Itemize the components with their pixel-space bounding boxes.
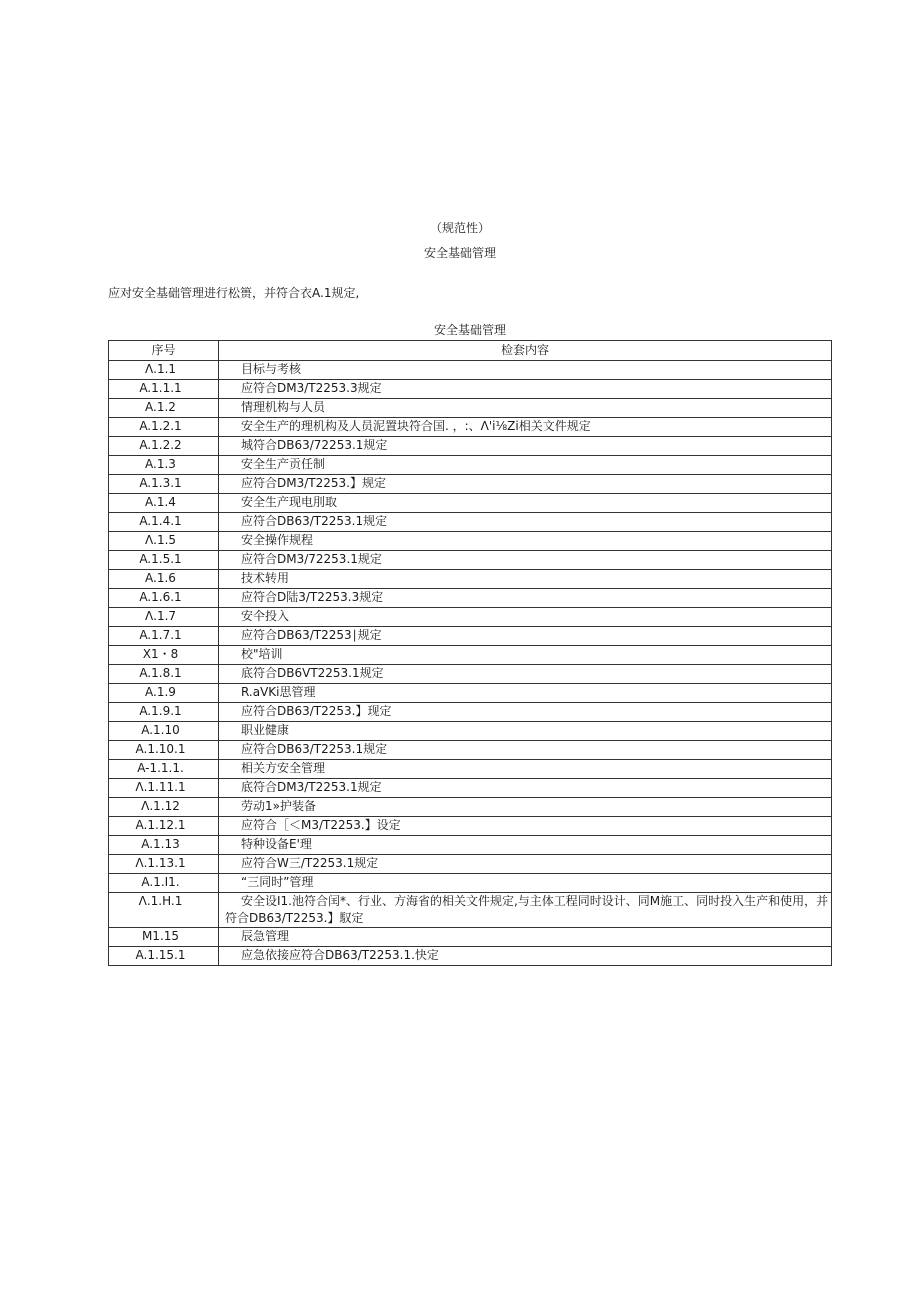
row-content: 应符合DM3/T2253.】规定 (219, 475, 832, 494)
row-content: 情理机构与人员 (219, 399, 832, 418)
table-row (109, 437, 832, 456)
row-number: A.1.3 (109, 456, 219, 475)
row-number: A.1.8.1 (109, 665, 219, 684)
row-number: A.1.7.1 (109, 627, 219, 646)
table-row (109, 646, 832, 665)
table-row (109, 684, 832, 703)
row-number: Λ.1.1 (109, 361, 219, 380)
table-row (109, 947, 832, 966)
row-number: A-1.1.1. (109, 760, 219, 779)
row-number: A.1.10.1 (109, 741, 219, 760)
table-row (109, 475, 832, 494)
row-content: 安全生产贡任制 (219, 456, 832, 475)
table-row (109, 380, 832, 399)
column-header-number: 序号 (109, 341, 219, 361)
table-row (109, 494, 832, 513)
row-content: 应符合DM3/72253.1规定 (219, 551, 832, 570)
row-number: A.1.12.1 (109, 817, 219, 836)
row-number: A.1.3.1 (109, 475, 219, 494)
table-row (109, 855, 832, 874)
section-title: 安全基础管理 (423, 246, 496, 260)
row-content: 应符合DB63/T2253.1规定 (219, 741, 832, 760)
row-number: Λ.1.5 (109, 532, 219, 551)
row-content: 应符合［＜M3∕T2253.】设定 (219, 817, 832, 836)
row-number: A.1.6 (109, 570, 219, 589)
row-number: Λ.1.13.1 (109, 855, 219, 874)
table-row (109, 836, 832, 855)
row-content: 安全生产现电刖取 (219, 494, 832, 513)
row-content: 应符合DB63/T2253.1规定 (219, 513, 832, 532)
table-row (109, 779, 832, 798)
row-number: A.1.5.1 (109, 551, 219, 570)
table-header-row (109, 341, 832, 361)
row-content: 安全设I1.池符合闰*、行业、方海省的相关文件规定,与主体工程同时设计、同M施工、同时投入生产和使用，并符合DB63/T2253.】馭定 (219, 893, 832, 928)
row-content: 辰急管理 (219, 928, 832, 947)
row-content: 应符合DB63/T2253∣规定 (219, 627, 832, 646)
row-content: 校"培训 (219, 646, 832, 665)
row-content: 应符合W三/T2253.1规定 (219, 855, 832, 874)
row-content: 城符合DB63/72253.1规定 (219, 437, 832, 456)
table-row (109, 703, 832, 722)
table-row (109, 513, 832, 532)
row-number: M1.15 (109, 928, 219, 947)
row-number: A.1.15.1 (109, 947, 219, 966)
intro-paragraph: 应对安全基础管理进行松篑，并符合衣A.1规定, (108, 286, 360, 300)
table-row (109, 928, 832, 947)
row-content: 应符合DM3/T2253.3规定 (219, 380, 832, 399)
row-number: Λ.1.12 (109, 798, 219, 817)
row-content: 底符合DB6VT2253.1规定 (219, 665, 832, 684)
row-content: R.aVKi思管理 (219, 684, 832, 703)
appendix-subtitle: （规范性） (429, 221, 490, 235)
table-row (109, 570, 832, 589)
row-number: A.1.2.2 (109, 437, 219, 456)
row-content: 职业健康 (219, 722, 832, 741)
row-number: A.1.6.1 (109, 589, 219, 608)
row-number: X1・8 (109, 646, 219, 665)
column-header-content: 检套内容 (219, 341, 832, 361)
row-content: 安仐投入 (219, 608, 832, 627)
row-content: 劳动1»护装备 (219, 798, 832, 817)
table-row (109, 418, 832, 437)
table-row (109, 893, 832, 928)
row-number: A.1.4 (109, 494, 219, 513)
row-number: A.1.10 (109, 722, 219, 741)
row-content: 安全生产的理机构及人员泥置块符合国. ，:、Λ'i⅛Zi相关文件规定 (219, 418, 832, 437)
table-row (109, 361, 832, 380)
table-row (109, 760, 832, 779)
table-row (109, 874, 832, 893)
row-number: Λ.1.7 (109, 608, 219, 627)
row-content: “三同时”管理 (219, 874, 832, 893)
row-number: Λ.1.H.1 (109, 893, 219, 928)
row-number: A.1.2.1 (109, 418, 219, 437)
row-content: 特种设备E'理 (219, 836, 832, 855)
row-content: 相关方安全管理 (219, 760, 832, 779)
table-row (109, 741, 832, 760)
row-number: A.1.9.1 (109, 703, 219, 722)
inspection-table (108, 340, 832, 966)
row-content: 应符合D陆3/T2253.3规定 (219, 589, 832, 608)
table-row (109, 665, 832, 684)
row-number: A.1.2 (109, 399, 219, 418)
table-row (109, 551, 832, 570)
table-row (109, 798, 832, 817)
row-content: 应急依接应符合DB63/T2253.1.快定 (219, 947, 832, 966)
table-body (109, 361, 832, 966)
table-row (109, 608, 832, 627)
row-number: A.1.I1. (109, 874, 219, 893)
row-number: A.1.1.1 (109, 380, 219, 399)
table-row (109, 399, 832, 418)
table-row (109, 817, 832, 836)
table-row (109, 589, 832, 608)
row-content: 目标与考核 (219, 361, 832, 380)
table-row (109, 722, 832, 741)
row-number: A.1.9 (109, 684, 219, 703)
row-content: 应符合DB63∕T2253.】现定 (219, 703, 832, 722)
table-row (109, 456, 832, 475)
row-content: 底符合DM3/T2253.1规定 (219, 779, 832, 798)
row-content: 安全操作规程 (219, 532, 832, 551)
row-number: A.1.4.1 (109, 513, 219, 532)
table-row (109, 532, 832, 551)
table-caption: 安全基础管理 (433, 323, 506, 337)
row-number: Λ.1.11.1 (109, 779, 219, 798)
row-content: 技术转用 (219, 570, 832, 589)
row-number: A.1.13 (109, 836, 219, 855)
table-row (109, 627, 832, 646)
